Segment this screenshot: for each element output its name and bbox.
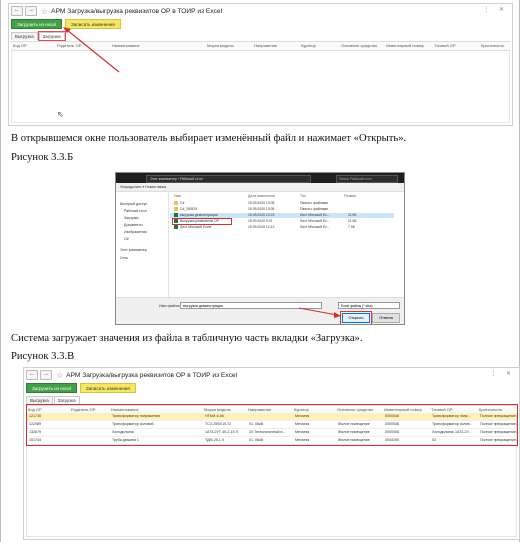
cell-criticality: Полное прекращение... (480, 422, 519, 426)
cell-fixed-asset: Жилое помещение (338, 422, 370, 426)
back-button[interactable]: ← (26, 370, 38, 380)
load-from-excel-button[interactable]: Загрузить из excel (26, 383, 77, 393)
file-size: 11 КБ (348, 213, 357, 217)
cell-curator: Механик (295, 422, 310, 426)
cell-name: Холодильник (112, 430, 134, 434)
col-name[interactable]: Наименование (111, 407, 139, 412)
file-type: Папка с файлами (300, 207, 328, 211)
mouse-cursor-icon: ⇖ (57, 110, 64, 119)
cell-fixed-asset: Жилое помещение (338, 430, 370, 434)
save-changes-button[interactable]: Записать изменения (80, 383, 136, 393)
cell-code: 121730 (29, 414, 41, 418)
col-voltage[interactable]: Напряжение (248, 407, 272, 412)
col-voltage[interactable]: Напряжение (254, 43, 278, 48)
annotation-arrow-2 (1, 0, 520, 340)
favorite-star-icon[interactable]: ☆ (56, 370, 64, 380)
file-type: Лист Microsoft Ex... (300, 225, 330, 229)
cell-criticality: Полное прекращение... (480, 438, 519, 442)
forward-button[interactable]: → (40, 370, 52, 380)
col-name[interactable]: Наименование (112, 43, 140, 48)
cell-voltage: 01. 06кВ (249, 422, 263, 426)
loaded-rows-highlight (26, 404, 518, 446)
file-name: выгрузка демонстрация (174, 213, 218, 217)
file-type: Лист Microsoft Ex... (300, 219, 330, 223)
window-title: АРМ Загрузка/выгрузка реквизитов ОР в ТОИР из Excel (51, 7, 223, 15)
file-name: C# (174, 201, 184, 205)
col-tag[interactable]: Тэговой ОР (434, 43, 456, 48)
file-name-input[interactable]: выгрузка демонстрация (180, 302, 322, 309)
file-size: 11 КБ (348, 219, 357, 223)
tab-import[interactable]: Загрузка (54, 396, 80, 404)
cell-inventory: 0000546 (385, 422, 399, 426)
file-date: 15.09.2020 13:05 (248, 201, 275, 205)
cell-model: НТМИ-6-66 (205, 414, 224, 418)
cell-curator: Механик (295, 414, 310, 418)
back-button[interactable]: ← (11, 6, 23, 16)
cell-criticality: Полное прекращение... (480, 414, 519, 418)
window-title: АРМ Загрузка/выгрузка реквизитов ОР в ТОИР из Excel (66, 371, 238, 379)
window-controls-icon[interactable]: ⋮ ✕ (490, 371, 515, 377)
file-type-select[interactable]: Excel файлы (*.xlsx) (338, 302, 400, 309)
tab-export[interactable]: Выгрузка (11, 32, 38, 40)
figure-caption-b: Рисунок 3.3.Б (11, 152, 74, 163)
file-date: 15.09.2020 12:23 (248, 213, 275, 217)
file-date: 15.09.2020 13:05 (248, 207, 275, 211)
cell-curator: Механик (295, 438, 310, 442)
col-fixed-asset[interactable]: Основное средство (337, 407, 374, 412)
nav-documents[interactable]: Документы (124, 223, 143, 227)
cell-model: 1АТ3-2УТ-45-2-15 Л (205, 430, 238, 434)
cell-inventory: 0000546 (385, 414, 399, 418)
cell-code: 151744 (29, 438, 41, 442)
cell-inventory: 0044190 (385, 438, 399, 442)
col-criticality[interactable]: Критичность (479, 407, 503, 412)
col-curator[interactable]: Куратор (294, 407, 309, 412)
file-type: Папка с файлами (300, 201, 328, 205)
cell-tag: 02 (432, 438, 436, 442)
nav-quick-access[interactable]: Быстрый доступ (120, 202, 148, 206)
cell-code: 132679 (29, 430, 41, 434)
save-changes-button[interactable]: Записать изменения (65, 19, 121, 29)
cell-model: ТДМ-25-1 II (205, 438, 224, 442)
file-name-label: Имя файла: (159, 304, 181, 308)
dialog-search-field[interactable]: Поиск: Рабочий стол (336, 175, 398, 183)
forward-button[interactable]: → (25, 6, 37, 16)
cell-voltage: 20 Технологичный в... (249, 430, 286, 434)
file-date: 15.09.2020 12:13 (248, 225, 275, 229)
tab-export[interactable]: Выгрузка (26, 396, 53, 404)
cell-name: Труба дюжина 1 (112, 438, 139, 442)
nav-this-pc[interactable]: Этот компьютер (120, 248, 147, 252)
window-title-bar (24, 368, 519, 382)
col-criticality[interactable]: Критичность (481, 43, 505, 48)
paragraph-2: Система загружает значения из файла в табличную часть вкладки «Загрузка». (11, 333, 363, 344)
col-model[interactable]: Марка модель (207, 43, 234, 48)
cell-model: ТСЗ-2500/10-72 (205, 422, 232, 426)
col-fixed-asset[interactable]: Основное средство (341, 43, 378, 48)
cell-curator: Механик (295, 430, 310, 434)
file-type: Лист Microsoft Ex... (300, 213, 330, 217)
nav-pictures[interactable]: Изображения (124, 230, 147, 234)
cell-name: Трансформатор силовой (112, 422, 154, 426)
cell-fixed-asset: Жилое помещение (338, 438, 370, 442)
col-code[interactable]: Код ОР (28, 407, 42, 412)
nav-network[interactable]: Сеть (120, 256, 128, 260)
cell-tag: Холодильник 1АТ3-2У... (432, 430, 472, 434)
col-file-name[interactable]: Имя (174, 194, 181, 198)
col-file-size[interactable]: Размер (344, 194, 357, 198)
tab-strip (26, 396, 81, 404)
col-inventory[interactable]: Инвентарный номер (386, 43, 424, 48)
col-parent[interactable]: Родитель ОР (57, 43, 82, 48)
cell-inventory: 0000008 (385, 430, 399, 434)
col-tag[interactable]: Тэговой ОР (431, 407, 453, 412)
cell-tag: Трансформатор напр... (432, 414, 471, 418)
cell-voltage: 01. 06кВ (249, 438, 263, 442)
favorite-star-icon[interactable]: ☆ (41, 6, 49, 16)
cell-name: Трансформатор напряжения (112, 414, 160, 418)
figure-caption-c: Рисунок 3.3.В (11, 351, 75, 362)
command-bar (26, 383, 136, 393)
file-name: Лист Microsoft Excel (174, 225, 211, 229)
col-model[interactable]: Марка модель (204, 407, 231, 412)
nav-csharp[interactable]: С# (124, 237, 129, 241)
tab-import[interactable]: Загрузка (39, 32, 65, 40)
file-size: 7 КБ (348, 225, 356, 229)
cell-tag: Трансформатор силов... (432, 422, 473, 426)
file-date: 15.09.2020 9:01 (248, 219, 273, 223)
nav-desktop[interactable]: Рабочий стол (124, 209, 147, 213)
dialog-path-field[interactable]: Этот компьютер › Рабочий стол (146, 175, 311, 183)
nav-downloads[interactable]: Загрузки (124, 216, 139, 220)
paragraph-1: В открывшемся окне пользователь выбирает изменённый файл и нажимает «Открыть». (11, 133, 407, 144)
col-parent[interactable]: Родитель ОР (71, 407, 96, 412)
dialog-toolbar[interactable]: Упорядочить ▾ Новая папка (116, 183, 404, 192)
col-file-type[interactable]: Тип (300, 194, 306, 198)
col-file-date[interactable]: Дата изменения (248, 194, 276, 198)
cell-code: 122089 (29, 422, 41, 426)
load-from-excel-button[interactable]: Загрузить из excel (11, 19, 62, 29)
col-inventory[interactable]: Инвентарный номер (384, 407, 422, 412)
file-name: C#_SI0929 (174, 207, 197, 211)
open-button[interactable]: Открыть (342, 313, 370, 323)
cancel-button[interactable]: Отмена (372, 313, 400, 323)
arm-window-loaded (23, 367, 520, 540)
col-curator[interactable]: Куратор (301, 43, 316, 48)
window-controls-icon[interactable]: ⋮ ✕ (483, 7, 508, 13)
col-code[interactable]: Код ОР (13, 43, 27, 48)
file-name: Выгрузка реквизитов ОР (174, 219, 219, 223)
cell-criticality: Полное прекращение... (480, 430, 519, 434)
